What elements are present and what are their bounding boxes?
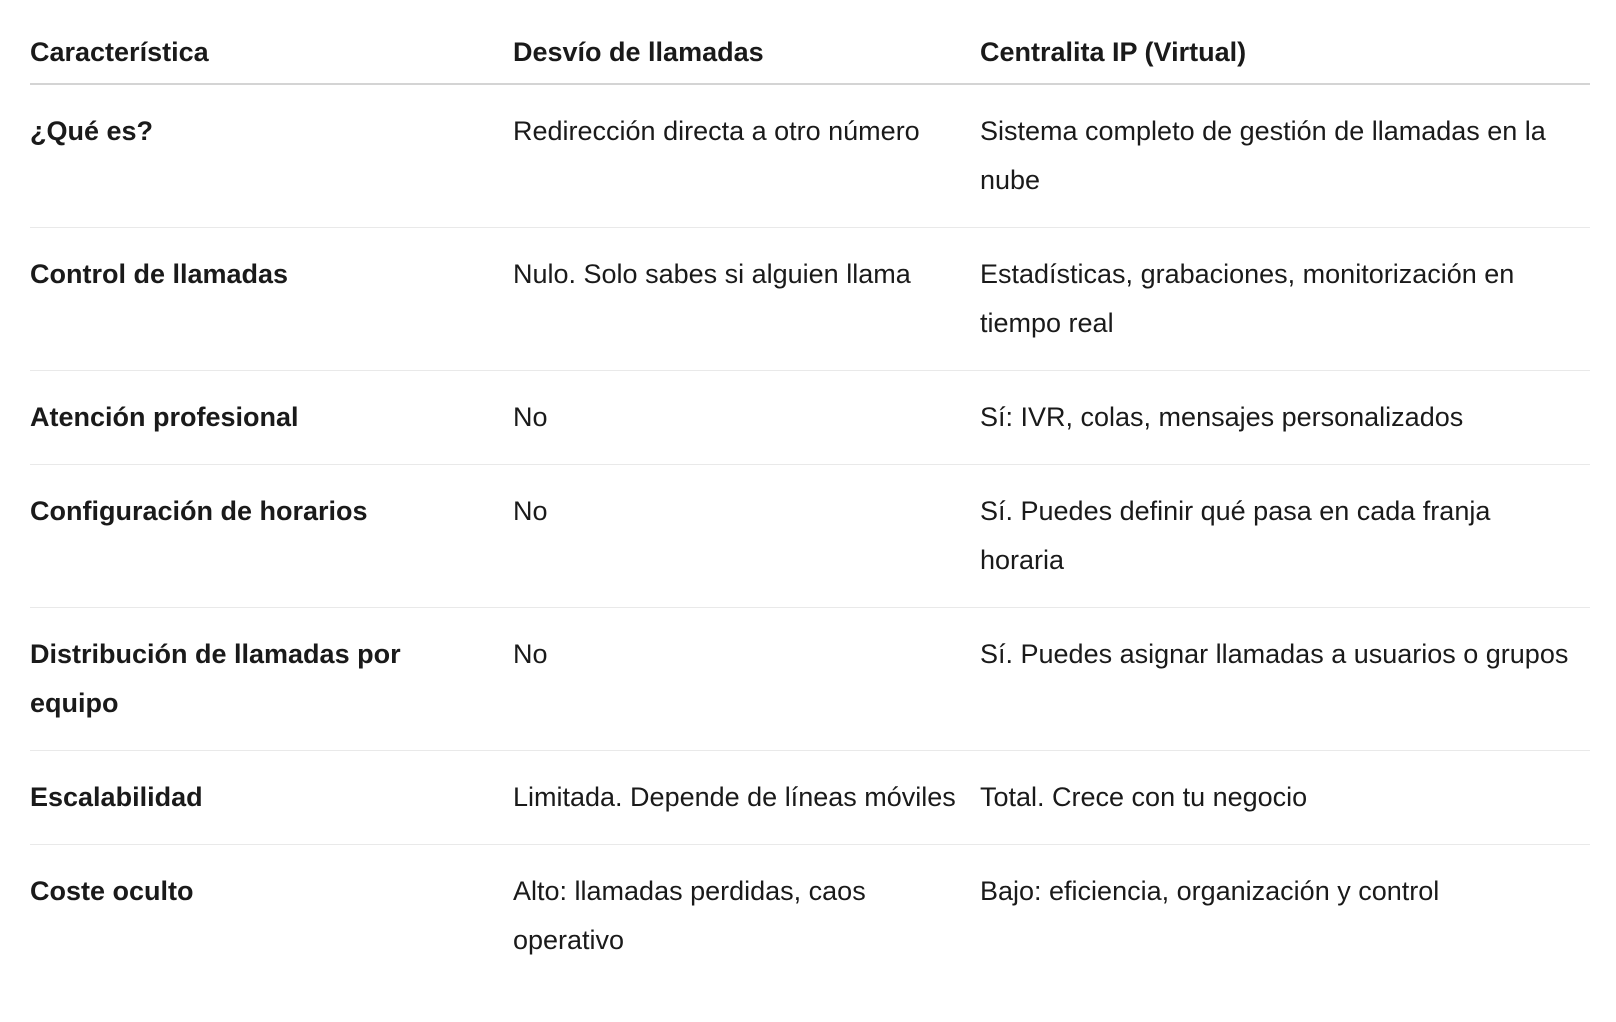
row-forwarding-cell: Alto: llamadas perdidas, caos operativo — [513, 876, 866, 955]
row-forwarding-cell: Limitada. Depende de líneas móviles — [513, 751, 980, 845]
row-pbx-cell: Sí. Puedes definir qué pasa en cada franja horaria — [980, 465, 1590, 608]
row-feature-cell: Escalabilidad — [30, 751, 513, 845]
header-feature: Característica — [30, 0, 513, 84]
table-row — [30, 608, 1590, 751]
row-pbx-cell: Bajo: eficiencia, organización y control — [980, 876, 1440, 906]
row-pbx-cell: Sí. Puedes asignar llamadas a usuarios o grupos — [980, 608, 1590, 751]
row-feature-cell: Configuración de horarios — [30, 465, 513, 608]
table-row — [30, 84, 1590, 228]
comparison-table — [30, 0, 1590, 987]
row-forwarding-cell: No — [513, 465, 980, 608]
table-header-row — [30, 0, 1590, 84]
row-feature-cell: ¿Qué es? — [30, 84, 513, 228]
table-row — [30, 465, 1590, 608]
header-call-forwarding: Desvío de llamadas — [513, 0, 980, 84]
row-feature-cell: Atención profesional — [30, 371, 513, 465]
row-feature-cell: Distribución de llamadas por equipo — [30, 608, 513, 751]
row-forwarding-cell: No — [513, 608, 980, 751]
table-row — [30, 228, 1590, 371]
row-pbx-cell: Sí: IVR, colas, mensajes personalizados — [980, 371, 1590, 465]
table-row — [30, 751, 1590, 845]
row-pbx-cell: Sistema completo de gestión de llamadas en la nube — [980, 84, 1590, 228]
table-row — [30, 845, 1590, 988]
row-forwarding-cell: No — [513, 371, 980, 465]
row-forwarding-cell: Nulo. Solo sabes si alguien llama — [513, 228, 980, 371]
table-row — [30, 371, 1590, 465]
row-forwarding-cell: Redirección directa a otro número — [513, 84, 980, 228]
comparison-table-container — [30, 0, 1590, 987]
row-pbx-cell: Estadísticas, grabaciones, monitorización en tiempo real — [980, 228, 1590, 371]
row-feature-cell: Control de llamadas — [30, 228, 513, 371]
row-pbx-cell: Total. Crece con tu negocio — [980, 751, 1590, 845]
header-ip-pbx: Centralita IP (Virtual) — [980, 0, 1590, 84]
row-feature-cell: Coste oculto — [30, 876, 194, 906]
